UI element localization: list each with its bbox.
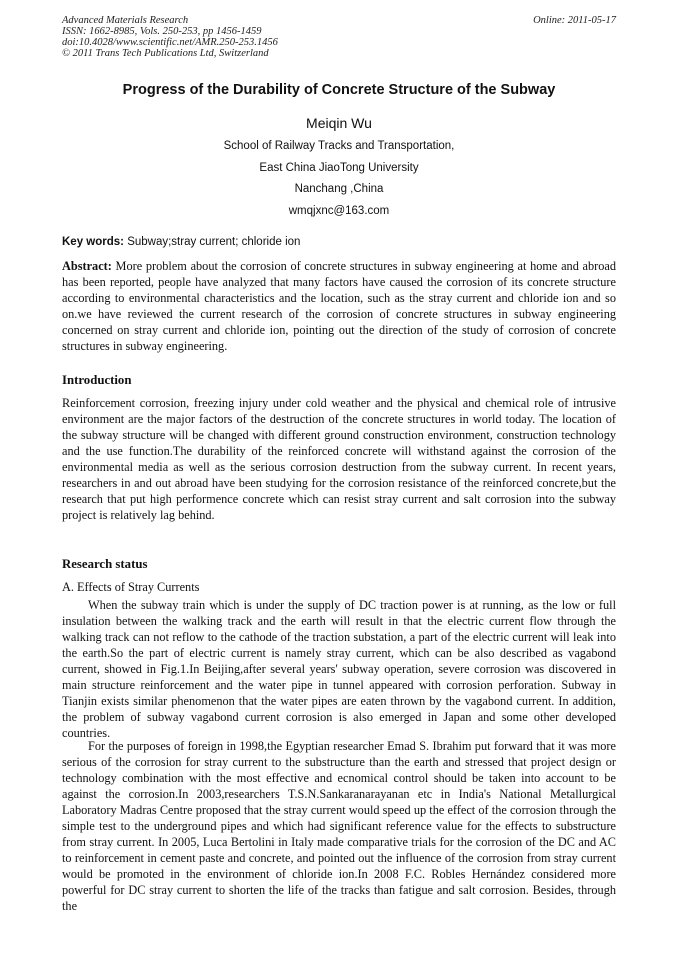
affiliation-line-2: East China JiaoTong University [259, 161, 419, 174]
copyright-line: © 2011 Trans Tech Publications Ltd, Switzerland [62, 48, 269, 59]
research-status-heading: Research status [62, 557, 148, 571]
abstract-label: Abstract: [62, 259, 112, 273]
doi-line: doi:10.4028/www.scientific.net/AMR.250-253.1456 [62, 37, 278, 48]
affiliation-line-3: Nanchang ,China [294, 183, 384, 195]
author-name: Meiqin Wu [306, 115, 372, 131]
paper-title: Progress of the Durability of Concrete Structure of the Subway [122, 82, 556, 98]
affiliation-line-1: School of Railway Tracks and Transportation, [223, 140, 455, 152]
introduction-text: Reinforcement corrosion, freezing injury under cold weather and the physical and chemical role of intrusive environment are the major factors of the destruction of the concrete structures in world today. The location of the subway structure will be changed with different ground construction environment, construction technology and the use function.The durability of the reinforced concrete will withstand against the corrosion of the environmental media as well as the serious corrosion destruction from the subway current. In recent years, researchers in and out abroad have been studying for the corrosion resistance of the reinforced concrete,but the research that put high performence concrete which can resist stray current and salt corrosion into the subway project is relatively lag behind. [62, 396, 616, 522]
online-date: Online: 2011-05-17 [533, 15, 616, 26]
research-paragraph-1: When the subway train which is under the supply of DC traction power is at running, as the low or full insulation between the walking track and the earth will result in that the electric current flow through the walking track can not reflow to the cathode of the traction substation, a part of the electric current will leak into the earth.So the part of electric current is namely stray current, which can be also described as vagabond current, showed in Fig.1.In Beijing,after several years' subway operation, severe corrosion was discovered in main structure reinforcement and the water pipe in tunnel appeared with corrosion perforation. Subway in Tianjin exists similar phenomenon that the water pipes are eaten thrown by the vagabond current. In addition, the problem of subway vagabond current corrosion is also emerged in Japan and some other developed countries. [62, 598, 616, 740]
keywords [62, 236, 618, 248]
issn-line: ISSN: 1662-8985, Vols. 250-253, pp 1456-1459 [62, 26, 262, 37]
keywords-label: Key words: [62, 236, 124, 248]
introduction-heading: Introduction [62, 373, 132, 387]
abstract [62, 258, 616, 354]
affiliation [40, 136, 638, 222]
research-paragraph-2: For the purposes of foreign in 1998,the Egyptian researcher Emad S. Ibrahim put forward that it was more serious of the corrosion for stray current to the substructure than the earth and stressed that project design or technology combination with the most effective and ecnomical control should be taken into account to be against the corrosion.In 2003,researchers T.S.N.Sankaranarayanan etc in India's National Metallurgical Laboratory Madras Centre proposed that the stray current would speed up the effect of the corrosion through the simple test to the underground pipes and which had significant reference value for the effects to substructure from stray current. In 2005, Luca Bertolini in Italy made comparative trials for the corrosion of the DC and AC to reinforcement in cement paste and concrete, and pointed out the influence of the corrosion from stray current would be promoted in the environment of chloride ion.In 2008 F.C. Robles Hernández considered more powerful for DC stray current to shorten the life of the tracks than fatigue and salt corrosion. Besides, through the [62, 739, 616, 913]
abstract-text: More problem about the corrosion of concrete structures in subway engineering at home and abroad has been reported, people have analyzed that many factors have caused the corrosion of its concrete structure according to environmental characteristics and the location, such as the stray current and chloride ion and so on.we have reviewed the current research of the corrosion of concrete structures in subway engineering concerned on stray current and chloride ion, pointing out the direction of the study of corrosion of concrete structures in subway engineering. [62, 259, 616, 353]
journal-name: Advanced Materials Research [62, 15, 189, 26]
keywords-text: Subway;stray current; chloride ion [124, 236, 301, 248]
author-email: wmqjxnc@163.com [288, 204, 390, 217]
stray-currents-subheading: A. Effects of Stray Currents [62, 580, 200, 594]
journal-header [62, 15, 278, 59]
